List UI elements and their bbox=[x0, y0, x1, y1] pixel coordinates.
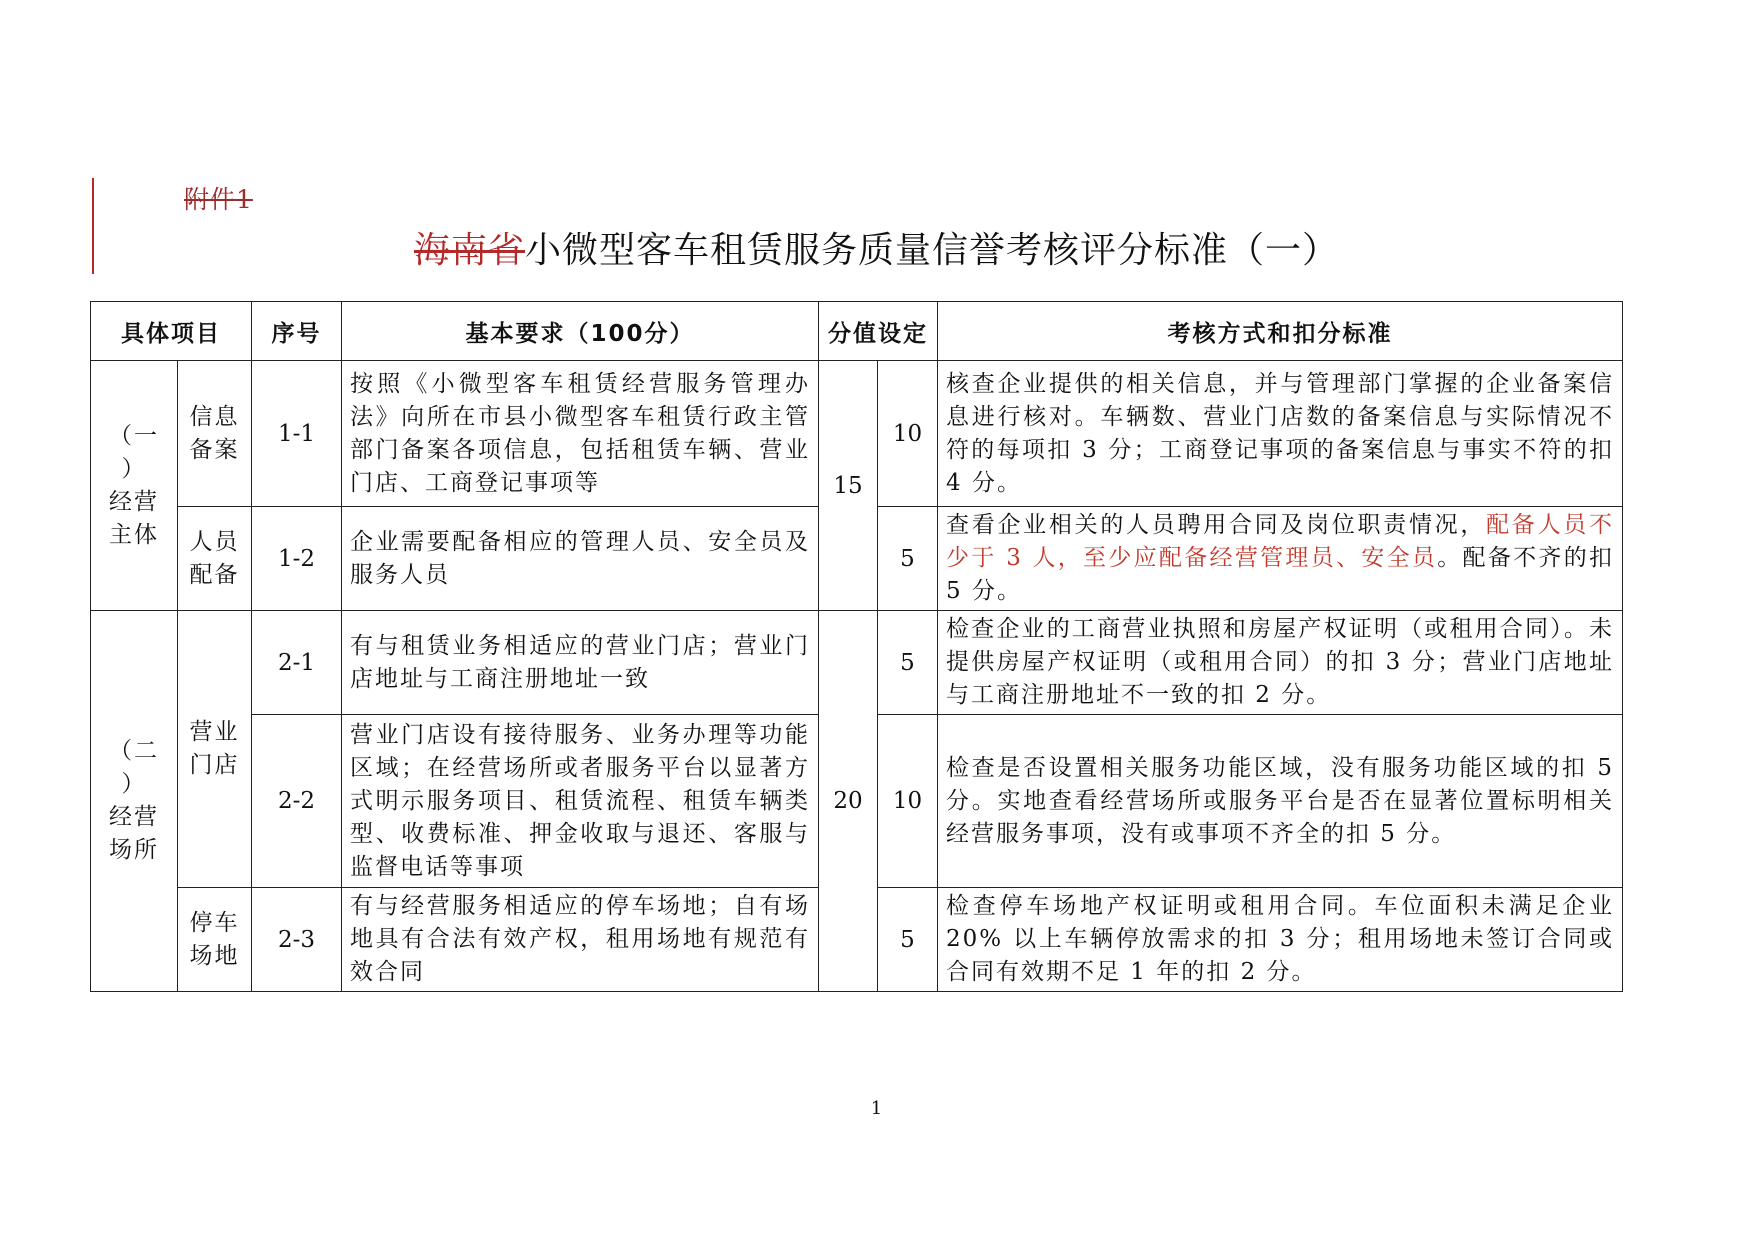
item-number: 1-1 bbox=[252, 361, 342, 507]
section-name: （二 ） 经营 场所 bbox=[91, 611, 178, 992]
item-number: 2-2 bbox=[252, 715, 342, 888]
item-number: 2-3 bbox=[252, 888, 342, 992]
criteria-text: 查看企业相关的人员聘用合同及岗位职责情况，配备人员不少于 3 人，至少应配备经营管理员、安全员。配备不齐的扣 5 分。 bbox=[938, 507, 1623, 611]
page-number: 1 bbox=[870, 1098, 883, 1119]
section-total: 20 bbox=[819, 611, 878, 992]
section-total: 15 bbox=[819, 361, 878, 611]
table-header-row bbox=[91, 302, 1623, 361]
table-row bbox=[91, 611, 1623, 715]
item-score: 5 bbox=[878, 611, 938, 715]
header-criteria: 考核方式和扣分标准 bbox=[938, 302, 1623, 361]
item-number: 1-2 bbox=[252, 507, 342, 611]
requirement-text: 营业门店设有接待服务、业务办理等功能区域；在经营场所或者服务平台以显著方式明示服务项目、租赁流程、租赁车辆类型、收费标准、押金收取与退还、客服与监督电话等事项 bbox=[342, 715, 819, 888]
criteria-text: 核查企业提供的相关信息，并与管理部门掌握的企业备案信息进行核对。车辆数、营业门店数的备案信息与实际情况不符的每项扣 3 分；工商登记事项的备案信息与事实不符的扣 4 分。 bbox=[938, 361, 1623, 507]
sub-item: 营业门店 bbox=[178, 611, 252, 888]
criteria-text: 检查是否设置相关服务功能区域，没有服务功能区域的扣 5 分。实地查看经营场所或服务平台是否在显著位置标明相关经营服务事项，没有或事项不齐全的扣 5 分。 bbox=[938, 715, 1623, 888]
criteria-text: 检查停车场地产权证明或租用合同。车位面积未满足企业 20% 以上车辆停放需求的扣 3 分；租用场地未签订合同或合同有效期不足 1 年的扣 2 分。 bbox=[938, 888, 1623, 992]
item-score: 10 bbox=[878, 361, 938, 507]
requirement-text: 按照《小微型客车租赁经营服务管理办法》向所在市县小微型客车租赁行政主管部门备案各项信息，包括租赁车辆、营业门店、工商登记事项等 bbox=[342, 361, 819, 507]
attachment-label: 附件1 bbox=[184, 185, 253, 214]
header-requirement: 基本要求（100分） bbox=[342, 302, 819, 361]
header-score: 分值设定 bbox=[819, 302, 938, 361]
header-item: 具体项目 bbox=[91, 302, 252, 361]
requirement-text: 有与经营服务相适应的停车场地；自有场地具有合法有效产权，租用场地有规范有效合同 bbox=[342, 888, 819, 992]
sub-item: 人员配备 bbox=[178, 507, 252, 611]
item-number: 2-1 bbox=[252, 611, 342, 715]
item-score: 5 bbox=[878, 507, 938, 611]
section-name: （一 ） 经营 主体 bbox=[91, 361, 178, 611]
criteria-text: 检查企业的工商营业执照和房屋产权证明（或租用合同）。未提供房屋产权证明（或租用合同）的扣 3 分；营业门店地址与工商注册地址不一致的扣 2 分。 bbox=[938, 611, 1623, 715]
table-row bbox=[91, 361, 1623, 507]
title-main-text: 小微型客车租赁服务质量信誉考核评分标准（一） bbox=[525, 230, 1340, 271]
sub-item: 停车场地 bbox=[178, 888, 252, 992]
requirement-text: 企业需要配备相应的管理人员、安全员及服务人员 bbox=[342, 507, 819, 611]
header-no: 序号 bbox=[252, 302, 342, 361]
item-score: 10 bbox=[878, 715, 938, 888]
title-deleted-text: 海南省 bbox=[413, 230, 525, 271]
scoring-table bbox=[90, 301, 1623, 992]
criteria-highlight: 配备人员不少于 3 人，至少应配备经营管理员、安全员 bbox=[946, 512, 1615, 571]
sub-item: 信息备案 bbox=[178, 361, 252, 507]
requirement-text: 有与租赁业务相适应的营业门店；营业门店地址与工商注册地址一致 bbox=[342, 611, 819, 715]
item-score: 5 bbox=[878, 888, 938, 992]
page-title bbox=[0, 222, 1753, 273]
